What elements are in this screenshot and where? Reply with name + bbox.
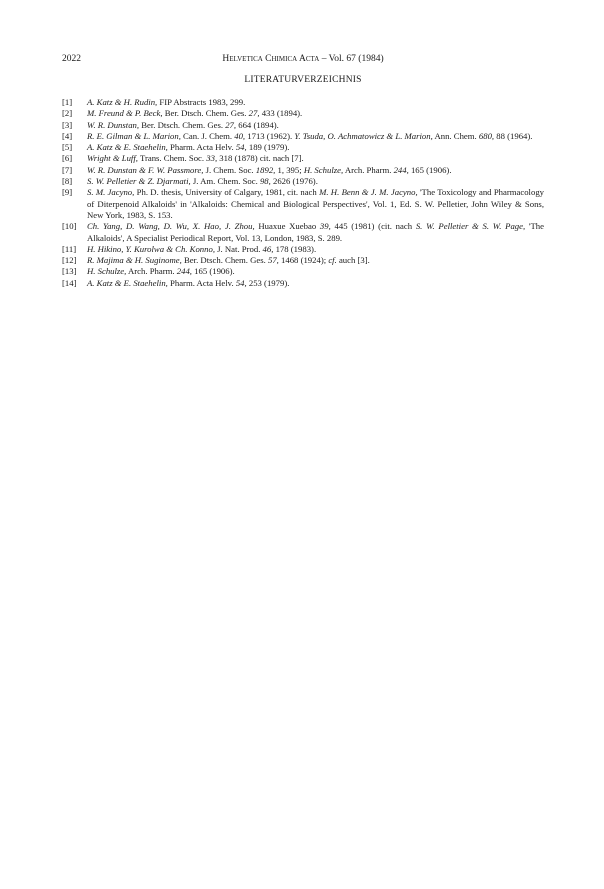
running-head [62,53,544,65]
reference-italic-text: 39, [319,221,331,232]
reference-text: auch [3]. [336,255,370,266]
reference-item [62,221,544,244]
reference-text: Arch. Pharm. [343,164,394,175]
reference-text: Pharm. Acta Helv. [167,142,236,153]
reference-text: Huaxue Xuebao [254,221,320,232]
reference-number: [4] [62,130,73,141]
reference-text: FIP Abstracts 1983, 299. [157,97,246,107]
reference-italic-text: 57, [267,255,279,266]
reference-text: Trans. Chem. Soc. [137,153,207,164]
reference-italic-text: 1892, [255,164,276,175]
reference-text: J. Chem. Soc. [203,164,256,175]
reference-italic-text: H. Hikino, Y. Kurolwa & Ch. Konno, [87,243,215,254]
reference-item [62,266,544,277]
reference-text: Can. J. Chem. [180,130,235,141]
reference-text: 664 (1894). [236,119,279,130]
reference-number: [3] [62,119,73,130]
reference-italic-text: 244, [176,266,192,277]
reference-text: Ph. D. thesis, University of Calgary, 1981, cit. nach [134,187,320,198]
reference-italic-text: S. W. Pelletier & Z. Djarmati, [87,176,191,187]
reference-item [62,131,544,142]
reference-italic-text: H. Schulze, [303,164,344,175]
reference-item [62,120,544,131]
reference-text: 165 (1906). [408,164,452,175]
reference-italic-text: Wright & Luff, [87,153,138,164]
reference-text: 'The Toxicology and Pharmacology of Diterpenoid Alkaloids' in 'Alkaloids: Chemical and Biological Perspectives', Vol. 1, Ed. S. W. Pelletier, John Wiley & Sons, New York, 1983, S. 153. [87,187,545,220]
section-title: LITERATURVERZEICHNIS [244,75,362,85]
reference-number: [8] [62,176,73,187]
reference-text: 1468 (1924); [278,255,329,266]
reference-text: 1, 395; [275,164,304,175]
reference-number: [12] [62,255,77,266]
reference-text: 318 (1878) cit. nach [7]. [217,153,304,164]
reference-italic-text: R. Majima & H. Suginome, [87,255,182,266]
journal-title: Helvetica Chimica Acta [222,54,320,64]
reference-text: Ann. Chem. [432,130,479,141]
reference-number: [1] [62,97,73,107]
reference-text: 2626 (1976). [270,176,318,187]
reference-text: Ber. Dtsch. Chem. Ges. [139,119,226,130]
reference-item [62,108,544,119]
page-header [62,53,544,65]
reference-item [62,153,544,164]
reference-item [62,142,544,153]
reference-text: 445 (1981) (cit. nach [330,221,416,232]
reference-italic-text: 27, [248,108,260,119]
reference-text: 433 (1894). [259,108,303,119]
reference-italic-text: 244, [393,164,409,175]
reference-italic-text: S. M. Jacyno, [87,187,135,198]
reference-number: [5] [62,142,73,153]
reference-italic-text: Ch. Yang, D. Wang, D. Wu, X. Hao, J. Zhou, [87,221,255,232]
reference-italic-text: M. H. Benn & J. M. Jacyno, [319,187,418,198]
reference-italic-text: R. E. Gilman & L. Marion, [87,130,181,141]
reference-number: [11] [62,243,77,254]
reference-item [62,255,544,266]
reference-text: 165 (1906). [191,266,235,277]
reference-italic-text: 54, [235,142,247,153]
reference-text: J. Am. Chem. Soc. [190,176,260,187]
reference-text: 88 (1964). [494,130,533,141]
reference-italic-text: W. R. Dunstan, [87,119,140,130]
reference-text: J. Nat. Prod. [215,243,263,254]
reference-number: [6] [62,153,73,164]
reference-italic-text: S. W. Pelletier & S. W. Page, [415,221,526,232]
page-number: 2022 [62,54,81,64]
reference-text: Ber. Dtsch. Chem. Ges. [181,255,268,266]
reference-italic-text: Y. Tsuda, O. Achmatowicz & L. Marion, [294,130,433,141]
reference-italic-text: A. Katz & E. Staehelin, [87,142,168,153]
reference-item [62,176,544,187]
reference-italic-text: M. Freund & P. Beck, [87,108,163,119]
reference-text: 253 (1979). [246,277,290,288]
reference-text: 189 (1979). [246,142,290,153]
reference-item [62,244,544,255]
reference-number: [13] [62,266,77,277]
reference-item [62,165,544,176]
reference-item [62,278,544,289]
reference-text: 178 (1983). [273,243,317,254]
reference-item [62,187,544,221]
reference-number: [2] [62,108,73,119]
reference-number: [10] [62,221,77,232]
reference-italic-text: W. R. Dunstan & F. W. Passmore, [87,164,204,175]
reference-italic-text: 680, [478,130,495,141]
reference-number: [9] [62,187,73,198]
reference-list [62,97,544,289]
reference-italic-text: 98, [259,176,271,187]
reference-italic-text: 33, [206,153,218,164]
reference-italic-text: cf. [328,255,337,266]
reference-text: Pharm. Acta Helv. [167,277,236,288]
reference-italic-text: 46, [262,243,274,254]
reference-number: [7] [62,164,73,175]
reference-text: 'The Alkaloids', A Specialist Periodical Report, Vol. 13, London, 1983, S. 289. [87,221,544,243]
reference-italic-text: H. Schulze, [87,266,127,277]
reference-italic-text: 27, [225,119,237,130]
journal-volume: – Vol. 67 (1984) [321,54,384,64]
reference-text: Arch. Pharm. [126,266,177,277]
reference-item [62,97,544,108]
reference-italic-text: 40, [234,130,246,141]
reference-italic-text: A. Katz & H. Rudin, [87,97,158,107]
reference-number: [14] [62,277,77,288]
reference-italic-text: 54, [235,277,247,288]
reference-text: Ber. Dtsch. Chem. Ges. [162,108,249,119]
reference-italic-text: A. Katz & E. Staehelin, [87,277,168,288]
reference-text: 1713 (1962). [245,130,295,141]
